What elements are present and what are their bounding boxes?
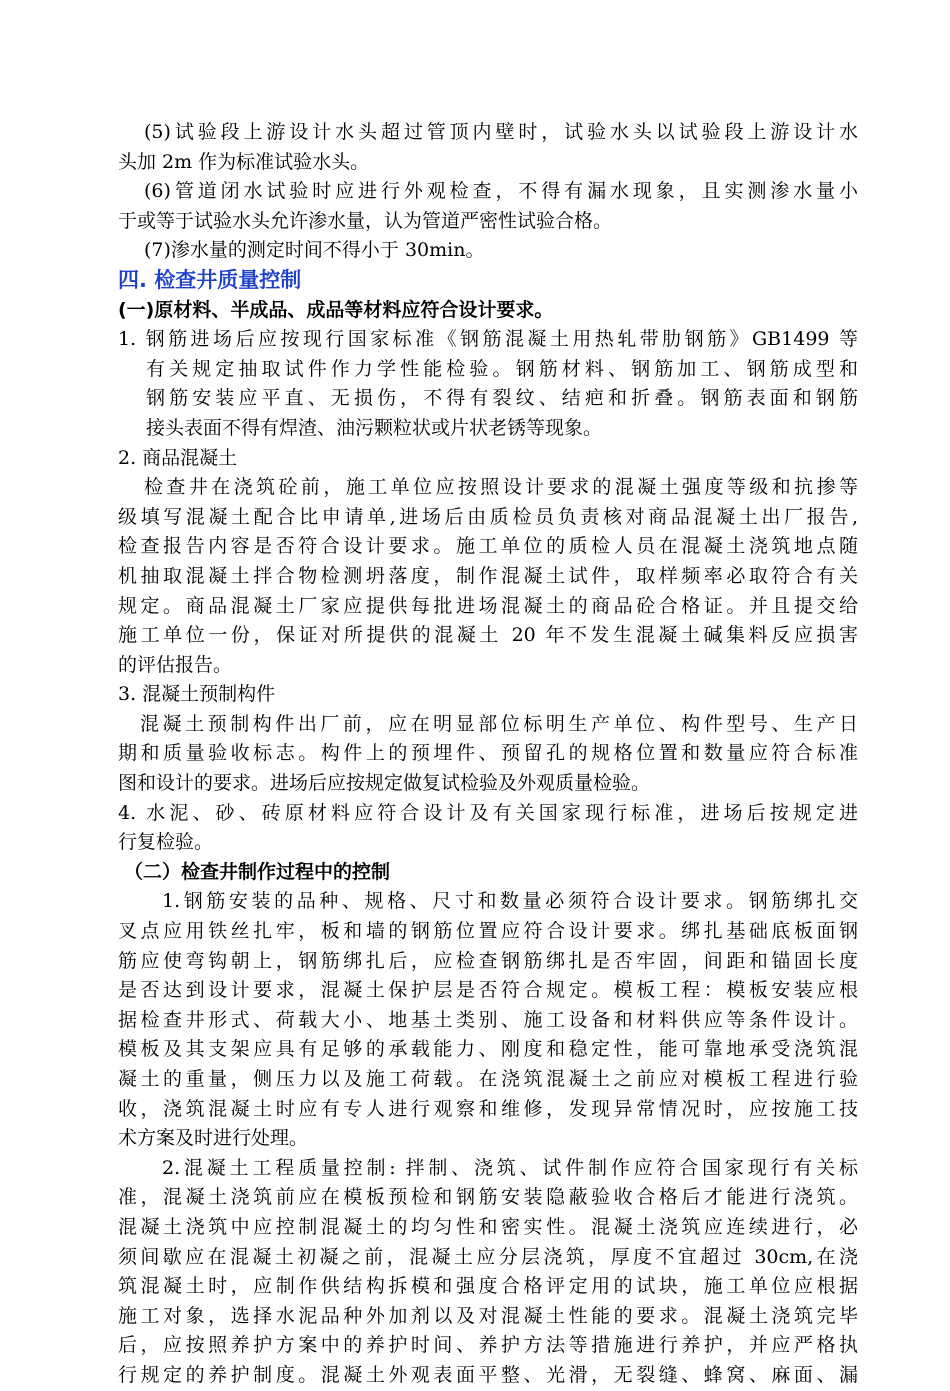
item2-line-2: 级填写混凝土配合比申请单,进场后由质检员负责核对商品混凝土出厂报告, (118, 505, 858, 528)
item2-title: 2. 商品混凝土 (118, 446, 238, 469)
concrete-line-2: 准，混凝土浇筑前应在模板预检和钢筋安装隐蔽验收合格后才能进行浇筑。 (118, 1186, 858, 1209)
para-6-line-1: (6)管道闭水试验时应进行外观检查，不得有漏水现象，且实测渗水量小 (144, 180, 858, 203)
item1-line-1: 1. 钢筋进场后应按现行国家标准《钢筋混凝土用热轧带肋钢筋》GB1499 等 (118, 328, 858, 351)
concrete-line-4: 须间歇应在混凝土初凝之前，混凝土应分层浇筑，厚度不宜超过 30cm,在浇 (118, 1245, 858, 1268)
para-7-line-1: (7)渗水量的测定时间不得小于 30min。 (144, 239, 485, 262)
item2-line-4: 机抽取混凝土拌合物检测坍落度，制作混凝土试件，取样频率必取符合有关 (118, 564, 858, 587)
steel-line-2: 叉点应用铁丝扎牢，板和墙的钢筋位置应符合设计要求。绑扎基础底板面钢 (118, 920, 858, 943)
steel-line-9: 术方案及时进行处理。 (118, 1127, 309, 1150)
item1-line-2: 有关规定抽取试件作力学性能检验。钢筋材料、钢筋加工、钢筋成型和 (146, 357, 858, 380)
item1-line-4: 接头表面不得有焊渣、油污颗粒状或片状老锈等现象。 (146, 416, 603, 439)
sub-heading-1: (一)原材料、半成品、成品等材料应符合设计要求。 (118, 298, 554, 321)
item4-line-1: 4. 水泥、砂、砖原材料应符合设计及有关国家现行标准，进场后按规定进 (118, 801, 858, 824)
item3-line-1: 混凝土预制构件出厂前，应在明显部位标明生产单位、构件型号、生产日 (140, 712, 858, 735)
sub-heading-2: （二）检查井制作过程中的控制 (124, 860, 391, 883)
concrete-line-3: 混凝土浇筑中应控制混凝土的均匀性和密实性。混凝土浇筑应连续进行，必 (118, 1215, 858, 1238)
item2-line-6: 施工单位一份，保证对所提供的混凝土 20 年不发生混凝土碱集料反应损害 (118, 624, 858, 647)
item4-line-2: 行复检验。 (118, 831, 214, 854)
steel-line-5: 据检查井形式、荷载大小、地基土类别、施工设备和材料供应等条件设计。 (118, 1008, 858, 1031)
steel-line-1: 1.钢筋安装的品种、规格、尺寸和数量必须符合设计要求。钢筋绑扎交 (162, 890, 858, 913)
item3-title: 3. 混凝土预制构件 (118, 683, 276, 706)
steel-line-6: 模板及其支架应具有足够的承载能力、刚度和稳定性，能可靠地承受浇筑混 (118, 1038, 858, 1061)
concrete-line-6: 施工对象，选择水泥品种外加剂以及对混凝土性能的要求。混凝土浇筑完毕 (118, 1304, 858, 1327)
para-5-line-2: 头加 2m 作为标准试验水头。 (118, 150, 370, 173)
steel-line-8: 收，浇筑混凝土时应有专人进行观察和维修，发现异常情况时，应按施工技 (118, 1097, 858, 1120)
para-5-line-1: (5)试验段上游设计水头超过管顶内壁时，试验水头以试验段上游设计水 (144, 121, 858, 143)
item2-line-5: 规定。商品混凝土厂家应提供每批进场混凝土的商品砼合格证。并且提交给 (118, 594, 858, 617)
section-heading: 四. 检查井质量控制 (118, 267, 302, 292)
item2-line-7: 的评估报告。 (118, 653, 233, 676)
concrete-line-1: 2.混凝土工程质量控制: 拌制、浇筑、试件制作应符合国家现行有关标 (162, 1156, 858, 1179)
concrete-line-8: 行规定的养护制度。混凝土外观表面平整、光滑，无裂缝、蜂窝、麻面、漏 (118, 1363, 858, 1386)
item2-line-1: 检查井在浇筑砼前，施工单位应按照设计要求的混凝土强度等级和抗掺等 (144, 476, 858, 499)
item1-line-3: 钢筋安装应平直、无损伤，不得有裂纹、结疤和折叠。钢筋表面和钢筋 (146, 387, 858, 410)
concrete-line-5: 筑混凝土时，应制作供结构拆模和强度合格评定用的试块，施工单位应根据 (118, 1275, 858, 1298)
concrete-line-7: 后，应按照养护方案中的养护时间、养护方法等措施进行养护，并应严格执 (118, 1334, 858, 1357)
steel-line-7: 凝土的重量，侧压力以及施工荷载。在浇筑混凝土之前应对模板工程进行验 (118, 1068, 858, 1090)
para-6-line-2: 于或等于试验水头允许渗水量，认为管道严密性试验合格。 (118, 209, 613, 232)
steel-line-3: 筋应使弯钩朝上，钢筋绑扎后，应检查钢筋绑扎是否牢固，间距和锚固长度 (118, 949, 858, 972)
item3-line-3: 图和设计的要求。进场后应按规定做复试检验及外观质量检验。 (118, 772, 651, 795)
steel-line-4: 是否达到设计要求，混凝土保护层是否符合规定。模板工程：模板安装应根 (118, 979, 858, 1002)
document-page (118, 118, 858, 1391)
item3-line-2: 期和质量验收标志。构件上的预埋件、预留孔的规格位置和数量应符合标准 (118, 742, 858, 765)
item2-line-3: 检查报告内容是否符合设计要求。施工单位的质检人员在混凝土浇筑地点随 (118, 535, 858, 558)
